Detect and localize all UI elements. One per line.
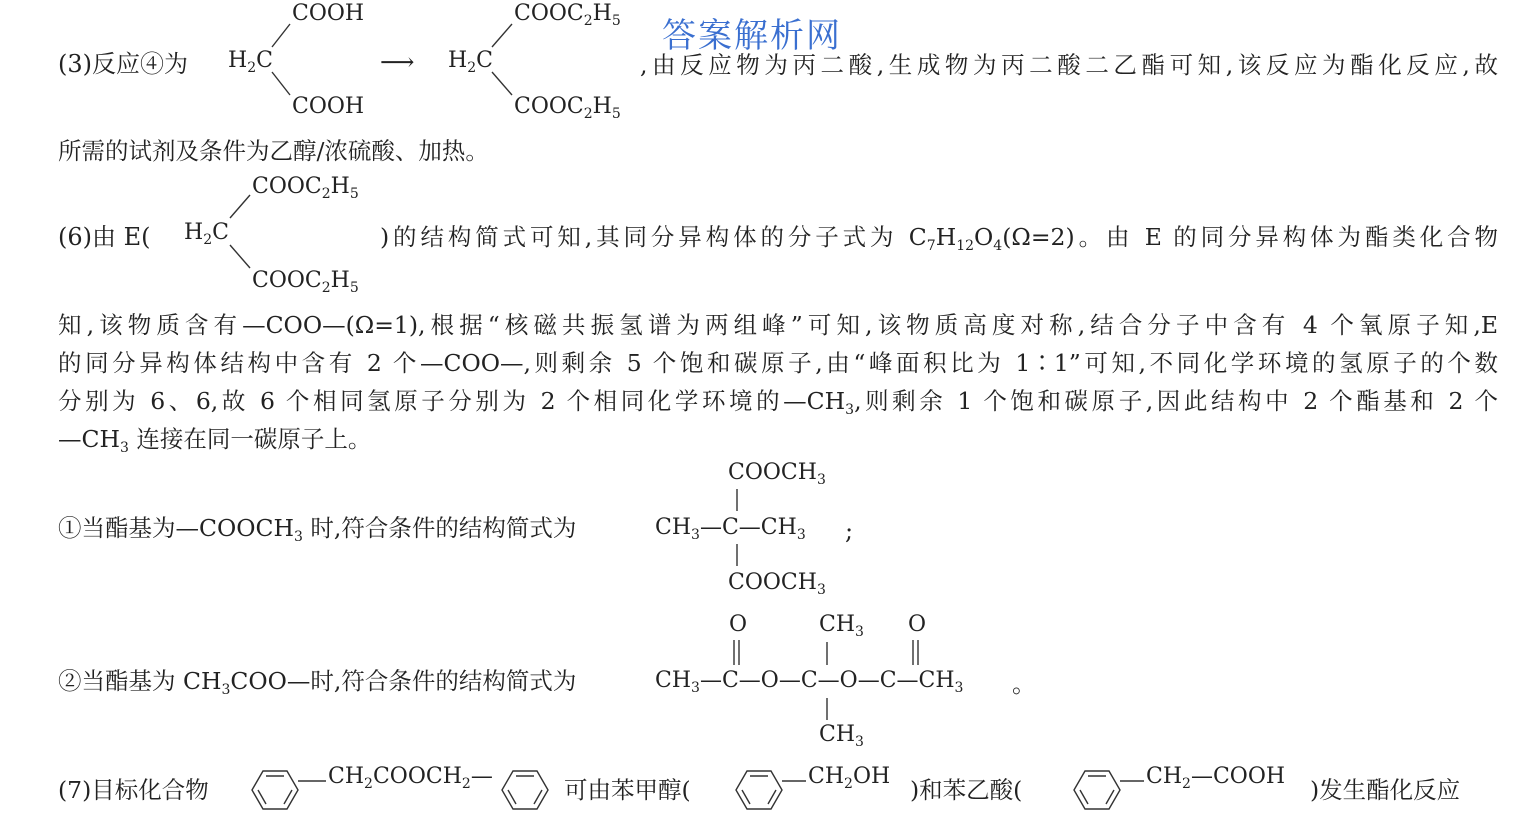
- case2-row: $CH_3—C—O—C—O—C—CH_3$: [655, 668, 964, 696]
- benzene-ring-icon: [252, 771, 326, 809]
- s6-text-after: )的结构简式可知,其同分异构体的分子式为 $C_7H_{12}O_4(\Omega=2)$。由 E 的同分异构体为酯类化合物: [380, 223, 1498, 254]
- s3-reactant-center: $H_2C$: [228, 48, 273, 76]
- benzene-ring-icon: [736, 771, 806, 809]
- s7-label: (7)目标化合物: [58, 776, 209, 804]
- s3-reactant-bottom: COOH: [292, 94, 365, 119]
- s6-line-4: $—CH_3$ 连接在同一碳原子上。: [58, 425, 372, 456]
- watermark: 答案解析网: [662, 16, 842, 56]
- case2-o-right: O: [908, 612, 927, 637]
- case1-bottom: $COOCH_3$: [728, 570, 826, 598]
- s7-phenylacetic: $CH_2—COOH$: [1146, 764, 1286, 792]
- s3-product-top: $COOC_2H_5$: [514, 1, 621, 29]
- case2-o-left: O: [729, 612, 748, 637]
- case2-top-methyl: $CH_3$: [819, 612, 864, 640]
- s7-text-a: 可由苯甲醇(: [564, 776, 691, 804]
- s6-line-3: 分别为 6、6,故 6 个相同氢原子分别为 2 个相同化学环境的$—CH_3$,则剩余 1 个饱和碳原子,因此结构中 2 个酯基和 2 个: [58, 387, 1498, 418]
- case1-top: $COOCH_3$: [728, 460, 826, 488]
- case1-end: ;: [845, 517, 854, 545]
- s6-struct-center: $H_2C$: [184, 220, 229, 248]
- s7-text-b: )和苯乙酸(: [910, 776, 1023, 804]
- case2-text: ②当酯基为 $CH_3COO—$时,符合条件的结构简式为: [58, 667, 577, 698]
- case1-text: ①当酯基为$—COOCH_3$ 时,符合条件的结构简式为: [58, 514, 577, 545]
- s6-label: (6)由 E(: [58, 223, 151, 251]
- s3-product-center: $H_2C$: [448, 48, 493, 76]
- s3-product-bottom: $COOC_2H_5$: [514, 94, 621, 122]
- s7-benzyl-alcohol: $CH_2OH$: [808, 764, 891, 792]
- s6-struct-bottom: $COOC_2H_5$: [252, 268, 359, 296]
- s6-paragraph: [58, 306, 1498, 458]
- benzene-ring-icon: [1074, 771, 1144, 809]
- s6-line-2: 的同分异构体结构中含有 2 个—COO—,则剩余 5 个饱和碳原子,由“峰面积比为 1∶1”可知,不同化学环境的氢原子的个数: [58, 349, 1498, 377]
- benzene-ring-icon: [502, 771, 548, 809]
- reaction-arrow-icon: ⟶: [380, 48, 415, 76]
- case1-row: $CH_3—C—CH_3$: [655, 515, 806, 543]
- s3-text-line1: ,由反应物为丙二酸,生成物为丙二酸二乙酯可知,该反应为酯化反应,故: [640, 51, 1498, 79]
- s7-text-c: )发生酯化反应: [1310, 776, 1461, 804]
- case2-bottom-methyl: $CH_3$: [819, 722, 864, 750]
- s6-struct-top: $COOC_2H_5$: [252, 174, 359, 202]
- s3-reactant-top: COOH: [292, 1, 365, 26]
- s6-line-1: 知,该物质含有—COO—(Ω=1),根据“核磁共振氢谱为两组峰”可知,该物质高度对称,结合分子中含有 4 个氧原子知,E: [58, 311, 1498, 339]
- s3-text-line2: 所需的试剂及条件为乙醇/浓硫酸、加热。: [58, 137, 489, 165]
- s7-target-chain: $CH_2COOCH_2—$: [328, 764, 493, 792]
- case2-end: 。: [1012, 670, 1036, 698]
- s3-label: (3)反应④为: [58, 50, 188, 78]
